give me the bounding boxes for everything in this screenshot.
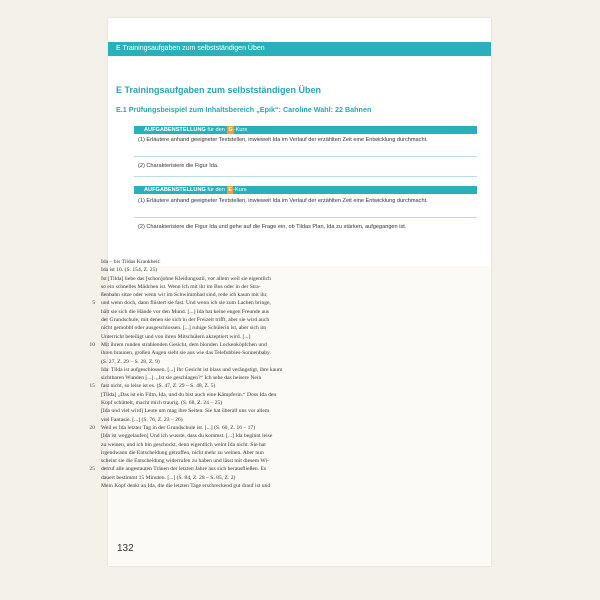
line-number: 10 [89,341,95,348]
text-line [101,416,349,424]
task-level-prefix: für den [207,187,225,193]
text-line [101,316,349,324]
task-heading: AUFGABENSTELLUNG [144,127,206,133]
text-line [101,457,349,465]
text-line [92,299,349,307]
text-line [101,324,349,332]
task-bar-e [134,186,477,194]
line-text: dauert bestimmt 15 Minuten. [...] (S. 84, Z. 28 – S. 85, Z. 2) [101,474,236,481]
page-top-section [108,18,491,266]
line-text: hält sie sich die Hände vor den Mund. [...] Ida hat keine engen Freunde aus [101,308,270,315]
task-level-suffix: -Kurs [233,127,248,133]
chapter-header-text: E Trainingsaufgaben zum selbstständigen Üben [116,45,265,52]
line-text: scheint sie die Entscheidung widerrufen zu haben und lässt mit diesem Wi- [101,458,269,465]
line-text: Ida: Tilda ist aufgeschlossen. [...] Ihr Gesicht ist blass und verängstigt, ihre kaum [101,366,283,373]
divider [134,156,477,157]
text-line [101,275,349,283]
task-label [144,126,247,134]
chapter-header-bar [108,42,491,56]
divider [134,217,477,218]
task-item-2: (2) Charakterisiere die Figur Ida. [138,163,219,169]
line-text: [Ida und viel wird] Leute um mag ihre Seiten. Sie hat überall uns vor allem [101,408,270,415]
text-line [101,358,349,366]
line-text: Ida – bis Tildas Krankheit: [101,259,161,265]
line-text: fast nicht, so leise ist es. (S. 47, Z. 29 – S. 48, Z. 5) [101,383,216,390]
text-line [101,449,349,457]
line-text: nicht gemobbt oder ausgeschlossen. [...] ruhige Schülerin ist, aber sich im [101,325,267,332]
line-text: Weil es Ida letzter Tag in der Grundschule ist. [...] (S. 60, Z. 16 – 17) [101,424,256,431]
text-line [101,349,349,357]
line-text: sichtbaren Wunden [...]. „Ist sie geschlagen?“ Ich sehe das heisere Nein [101,375,262,382]
line-text: [Tilda] „Das ist ein Film, Ida, und du bist auch eine Kämpferin.“ Doss Ida den [101,391,277,398]
level-badge-g: G [228,127,233,133]
text-line [89,424,349,432]
line-text: ßenbahn sitze oder wenn wir im Schwimmbad sind, rede ich kaum mit ihr, [101,292,268,299]
text-line [89,465,349,473]
line-text: und wenn doch, dann flüstert sie fast. Und wenn ich sie zum Lachen bringe, [101,300,271,307]
text-line [89,341,349,349]
line-number: 15 [89,383,95,390]
line-text: (S. 27, Z. 29 – S. 28, Z. 9) [101,358,160,365]
task-item-1: (1) Erläutere anhand geeigneter Textstellen, inwieweit Ida im Verlauf der erzählten Zeit eine Entwicklung durchmacht. [138,198,428,204]
task-level-suffix: -Kurs [233,187,247,193]
level-badge-e: E [228,187,233,193]
line-text: Ida ist 10. (S. 154, Z. 25) [101,267,158,274]
line-text: viel Fantasie. [...] (S. 76, Z. 23 – 26) [101,416,183,423]
line-text: Ist [Tilda] liebe das [schon]ohne Kleidungsstil, vor allem weil sie eigentlich [101,275,271,282]
line-text: Mein Kopf denkt an Ida, die die letzten Tage erschreckend gut drauf ist und [101,483,271,490]
task-bar-g [134,126,477,134]
task-heading: AUFGABENSTELLUNG [144,187,206,193]
text-line [101,432,349,440]
text-line [101,391,349,399]
text-line [101,482,349,490]
text-line [101,266,349,274]
text-line [101,258,349,266]
task-item-2: (2) Charakterisiere die Figur Ida und gehe auf die Frage ein, ob Tildas Plan, Ida zu stärken, aufgegangen ist. [138,224,407,230]
line-text: irgendwann die Entscheidung getroffen, nicht mehr zu weinen. Aber nun [101,449,264,456]
text-line [101,366,349,374]
task-item-1: (1) Erläutere anhand geeigneter Textstellen, inwieweit Ida im Verlauf der erzählten Zeit eine Entwicklung durchmacht. [138,137,428,143]
task-label [144,186,247,194]
subsection-title: E.1 Prüfungsbeispiel zum Inhaltsbereich „Epik“: Caroline Wahl: 22 Bahnen [116,105,372,114]
text-line [101,308,349,316]
text-line [101,333,349,341]
line-number: 5 [92,300,95,307]
text-line [101,399,349,407]
source-text [89,258,349,490]
page-number: 132 [117,543,134,554]
section-title: E Trainingsaufgaben zum selbstständigen Üben [116,85,322,95]
line-text: derruf alle angestauten Tränen der letzten Jahre aus sich herausfließen. Es [101,466,267,473]
task-level-prefix: für den [207,127,225,133]
line-text: ihren braunen, großen Augen sieht sie aus wie das Telefubbies-Sonnenbaby. [101,350,271,357]
line-text: [Ida ist weggelaufen] Und ich wusste, dass du kommst. [...] Ida beginnt leise [101,433,273,440]
text-line [101,474,349,482]
line-text: so ein schnelles Mädchen ist. Wenn ich mit ihr im Bus oder in der Stra- [101,283,261,290]
line-text: zu weinen, und ich bin geschockt, denn eigentlich weint Ida nicht. Sie hat [101,441,266,448]
line-number: 25 [89,466,95,473]
line-text: Kopf schüttelt, macht mich traurig. (S. 68, Z. 24 – 25) [101,400,223,407]
text-line [101,441,349,449]
line-text: der Grundschule, mit denen sie sich in der Freizeit trifft, aber sie wird auch [101,317,270,324]
text-line [89,382,349,390]
line-text: Mit ihrem runden strahlenden Gesicht, dem blonden Lockenköpfchen und [101,341,267,348]
divider [134,176,477,177]
text-line [101,291,349,299]
text-line [101,283,349,291]
line-number: 20 [89,424,95,431]
text-line [101,374,349,382]
text-line [101,407,349,415]
line-text: Unterricht beteiligt und von ihren Mitschülern akzeptiert wird. [...] [101,333,251,340]
